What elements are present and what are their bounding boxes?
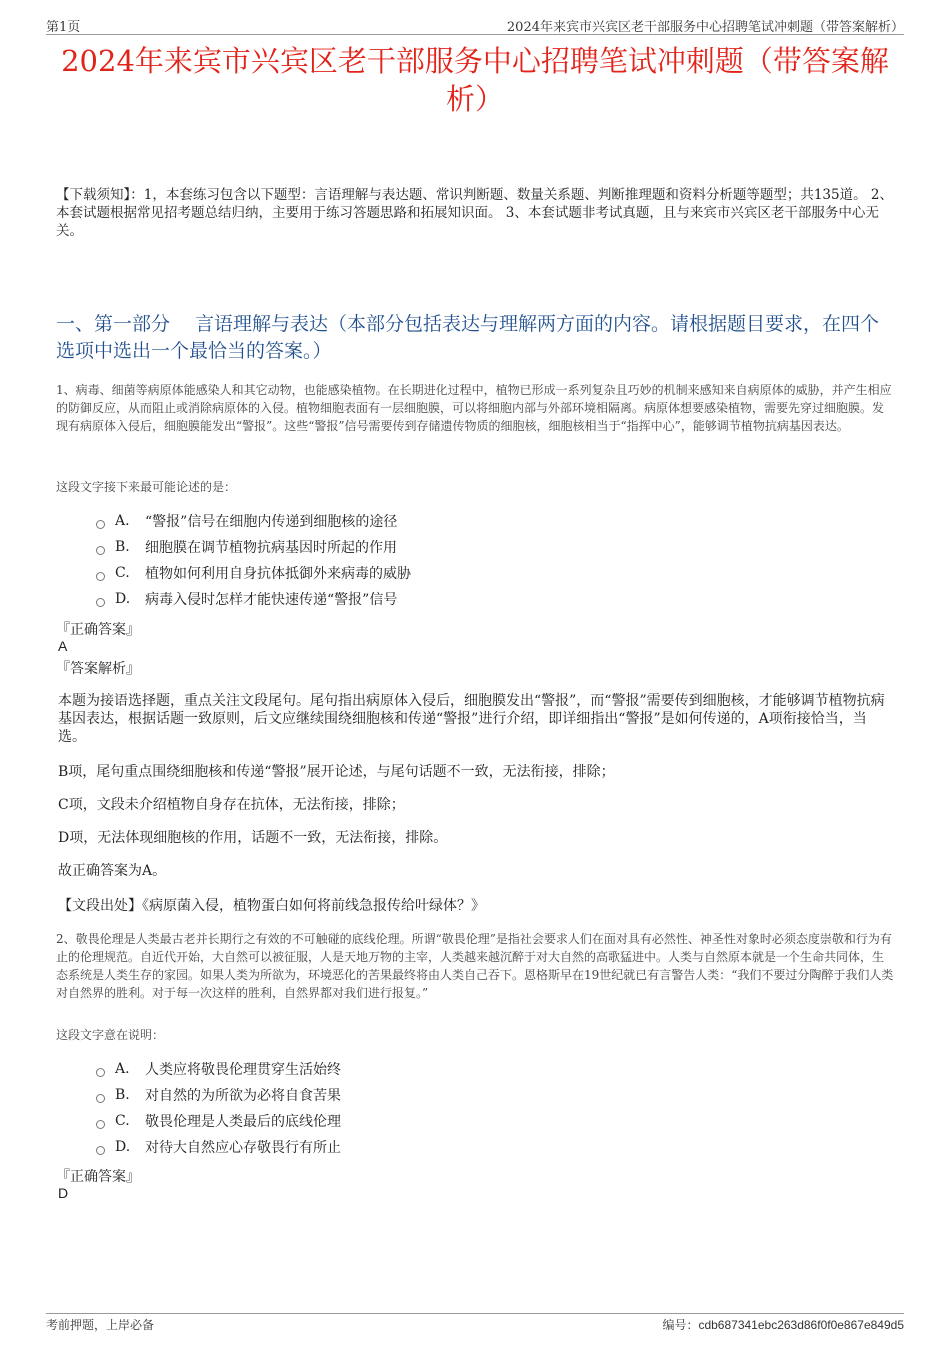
question-2-stem: 2、敬畏伦理是人类最古老并长期行之有效的不可触碰的底线伦理。所谓“敬畏伦理”是指社会要求人们在面对具有必然性、神圣性对象时必须态度崇敬和行为有止的伦理规范。自近代开始，大自然可以被征服，人是天地万物的主宰，人类越来越沉醉于对大自然的高歌猛进中。人类与自然原本就是一个生命共同体，生态系统是人类生存的家园。如果人类为所欲为，环境恶化的苦果最终将由人类自己吞下。恩格斯早在19世纪就已有言警告人类：“我们不要过分陶醉于我们人类对自然界的胜利。对于每一次这样的胜利，自然界都对我们进行报复。” (56, 932, 894, 1000)
option-b[interactable] (96, 1082, 341, 1108)
code-label: 编号： (662, 1318, 699, 1332)
correct-answer: D (58, 1185, 69, 1201)
option-d[interactable] (96, 586, 411, 612)
radio-icon[interactable] (96, 1146, 105, 1155)
radio-icon[interactable] (96, 1120, 105, 1129)
correct-answer-label: 『正确答案』 (56, 1169, 140, 1185)
option-text: 病毒入侵时怎样才能快速传递“警报”信号 (145, 592, 398, 608)
option-letter: D. (115, 591, 131, 607)
option-letter: C. (115, 1113, 130, 1129)
correct-answer-label: 『正确答案』 (56, 622, 140, 638)
option-text: 对自然的为所欲为必将自食苦果 (145, 1088, 341, 1104)
analysis-label: 『答案解析』 (56, 661, 140, 677)
option-c[interactable] (96, 560, 411, 586)
page-footer (46, 1313, 904, 1334)
footer-slogan: 考前押题，上岸必备 (46, 1318, 155, 1332)
question-2-prompt: 这段文字意在说明： (56, 1028, 165, 1042)
radio-icon[interactable] (96, 1094, 105, 1103)
download-notice: 【下载须知】：1，本套练习包含以下题型：言语理解与表达题、常识判断题、数量关系题、判断推理题和资料分析题等题型；共135道。 2、本套试题根据常见招考题总结归纳，主要用于练习答题思路和拓展知识面。 3、本套试题非考试真题，且与来宾市兴宾区老干部服务中心无关。 (56, 187, 893, 239)
code-value: cdb687341ebc263d86f0f0e867e849d5 (698, 1318, 904, 1332)
analysis-paragraph: C项，文段未介绍植物自身存在抗体，无法衔接，排除； (58, 797, 405, 813)
analysis-paragraph: 本题为接语选择题，重点关注文段尾句。尾句指出病原体入侵后，细胞膜发出“警报”，而“警报”需要传到细胞核，才能够调节植物抗病基因表达，根据话题一致原则，后文应继续围绕细胞核和传递“警报”进行介绍，即详细指出“警报”是如何传递的，A项衔接恰当，当选。 (58, 693, 885, 745)
option-letter: A. (115, 1061, 130, 1077)
option-text: “警报”信号在细胞内传递到细胞核的途径 (145, 514, 398, 530)
option-text: 人类应将敬畏伦理贯穿生活始终 (145, 1062, 341, 1078)
document-title: 2024年来宾市兴宾区老干部服务中心招聘笔试冲刺题（带答案解析） (61, 44, 889, 116)
question-1-options (96, 508, 411, 612)
option-letter: B. (115, 1087, 130, 1103)
question-1-prompt: 这段文字接下来最可能论述的是： (56, 480, 237, 494)
correct-answer: A (58, 638, 68, 654)
option-a[interactable] (96, 1056, 341, 1082)
document-code (662, 1316, 904, 1333)
question-2-options (96, 1056, 341, 1160)
analysis-paragraph: D项，无法体现细胞核的作用，话题不一致，无法衔接，排除。 (58, 830, 448, 846)
option-letter: A. (115, 513, 130, 529)
option-c[interactable] (96, 1108, 341, 1134)
option-letter: D. (115, 1139, 131, 1155)
option-text: 植物如何利用自身抗体抵御外来病毒的威胁 (145, 566, 411, 582)
analysis-paragraph: 故正确答案为A。 (58, 863, 167, 879)
option-letter: C. (115, 565, 130, 581)
question-1-stem: 1、病毒、细菌等病原体能感染人和其它动物，也能感染植物。在长期进化过程中，植物已形成一系列复杂且巧妙的机制来感知来自病原体的威胁，并产生相应的防御反应，从而阻止或消除病原体的入侵。植物细胞表面有一层细胞膜，可以将细胞内部与外部环境相隔离。病原体想要感染植物，需要先穿过细胞膜。发现有病原体入侵后，细胞膜能发出“警报”。这些“警报”信号需要传到存储遗传物质的细胞核，细胞核相当于“指挥中心”，能够调节植物抗病基因表达。 (56, 383, 892, 433)
radio-icon[interactable] (96, 1068, 105, 1077)
radio-icon[interactable] (96, 572, 105, 581)
analysis-paragraph: B项，尾句重点围绕细胞核和传递“警报”展开论述，与尾句话题不一致，无法衔接，排除； (58, 764, 615, 780)
option-letter: B. (115, 539, 130, 555)
option-b[interactable] (96, 534, 411, 560)
page-number: 第1页 (46, 20, 81, 35)
running-title: 2024年来宾市兴宾区老干部服务中心招聘笔试冲刺题（带答案解析） (506, 20, 904, 35)
option-a[interactable] (96, 508, 411, 534)
section-title: 一、第一部分 言语理解与表达（本部分包括表达与理解两方面的内容。请根据题目要求，在四个选项中选出一个最恰当的答案。） (56, 313, 880, 362)
option-text: 细胞膜在调节植物抗病基因时所起的作用 (145, 540, 397, 556)
option-text: 对待大自然应心存敬畏行有所止 (145, 1140, 341, 1156)
page-header (46, 14, 904, 35)
radio-icon[interactable] (96, 598, 105, 607)
radio-icon[interactable] (96, 520, 105, 529)
radio-icon[interactable] (96, 546, 105, 555)
option-d[interactable] (96, 1134, 341, 1160)
source-citation: 【文段出处】《病原菌入侵，植物蛋白如何将前线急报传给叶绿体？》 (58, 898, 485, 914)
option-text: 敬畏伦理是人类最后的底线伦理 (145, 1114, 341, 1130)
